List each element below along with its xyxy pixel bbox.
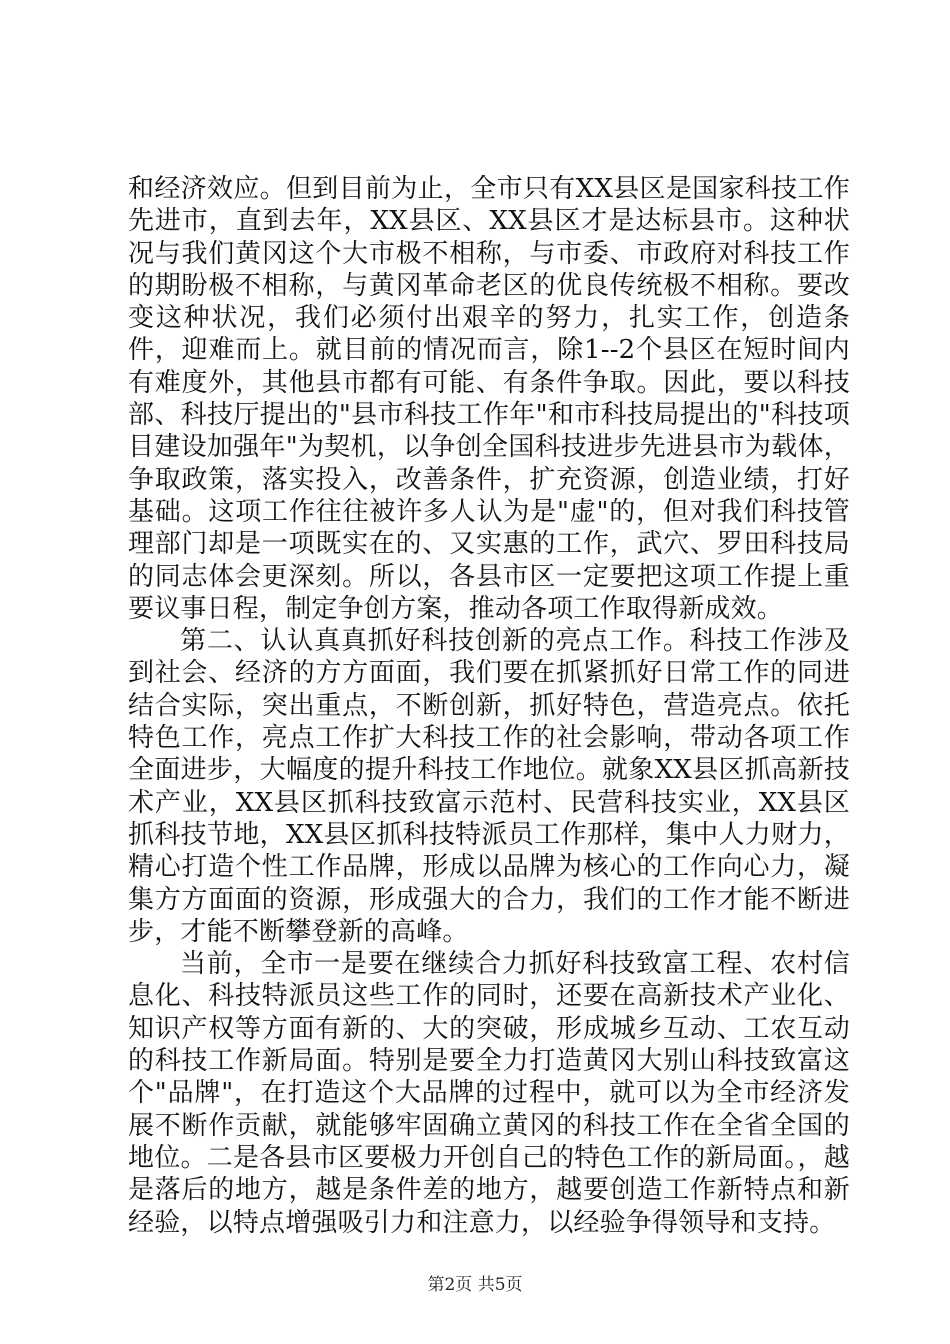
page-number-footer: 第2页 共5页 — [427, 1275, 523, 1295]
paragraph-1: 和经济效应。但到目前为止，全市只有XX县区是国家科技工作先进市，直到去年，XX县区、XX县区才是达标县市。这种状况与我们黄冈这个大市极不相称，与市委、市政府对科技工作的期盼极不相称，与黄冈革命老区的优良传统极不相称。要改变这种状况，我们必须付出艰辛的努力，扎实工作，创造条件，迎难而上。就目前的情况而言，除1--2个县区在短时间内有难度外，其他县市都有可能、有条件争取。因此，要以科技部、科技厅提出的"县市科技工作年"和市科技局提出的"科技项目建设加强年"为契机，以争创全国科技进步先进县市为载体，争取政策，落实投入，改善条件，扩充资源，创造业绩，打好基础。这项工作往往被许多人认为是"虚"的，但对我们科技管理部门却是一项既实在的、又实惠的工作，武穴、罗田科技局的同志体会更深刻。所以，各县市区一定要把这项工作提上重要议事日程，制定争创方案，推动各项工作取得新成效。 — [128, 174, 850, 624]
document-body — [128, 173, 850, 1239]
paragraph-3: 当前，全市一是要在继续合力抓好科技致富工程、农村信息化、科技特派员这些工作的同时，还要在高新技术产业化、知识产权等方面有新的、大的突破，形成城乡互动、工农互动的科技工作新局面。特别是要全力打造黄冈大别山科技致富这个"品牌"，在打造这个大品牌的过程中，就可以为全市经济发展不断作贡献，就能够牢固确立黄冈的科技工作在全省全国的地位。二是各县市区要极力开创自己的特色工作的新局面。，越是落后的地方，越是条件差的地方，越要创造工作新特点和新经验，以特点增强吸引力和注意力，以经验争得领导和支持。 — [128, 949, 850, 1238]
paragraph-2: 第二、认认真真抓好科技创新的亮点工作。科技工作涉及到社会、经济的方方面面，我们要在抓紧抓好日常工作的同进结合实际，突出重点，不断创新，抓好特色，营造亮点。依托特色工作，亮点工作扩大科技工作的社会影响，带动各项工作全面进步，大幅度的提升科技工作地位。就象XX县区抓高新技术产业，XX县区抓科技致富示范村、民营科技实业，XX县区抓科技节地，XX县区抓科技特派员工作那样，集中人力财力，精心打造个性工作品牌，形成以品牌为核心的工作向心力，凝集方方面面的资源，形成强大的合力，我们的工作才能不断进步，才能不断攀登新的高峰。 — [128, 626, 850, 947]
